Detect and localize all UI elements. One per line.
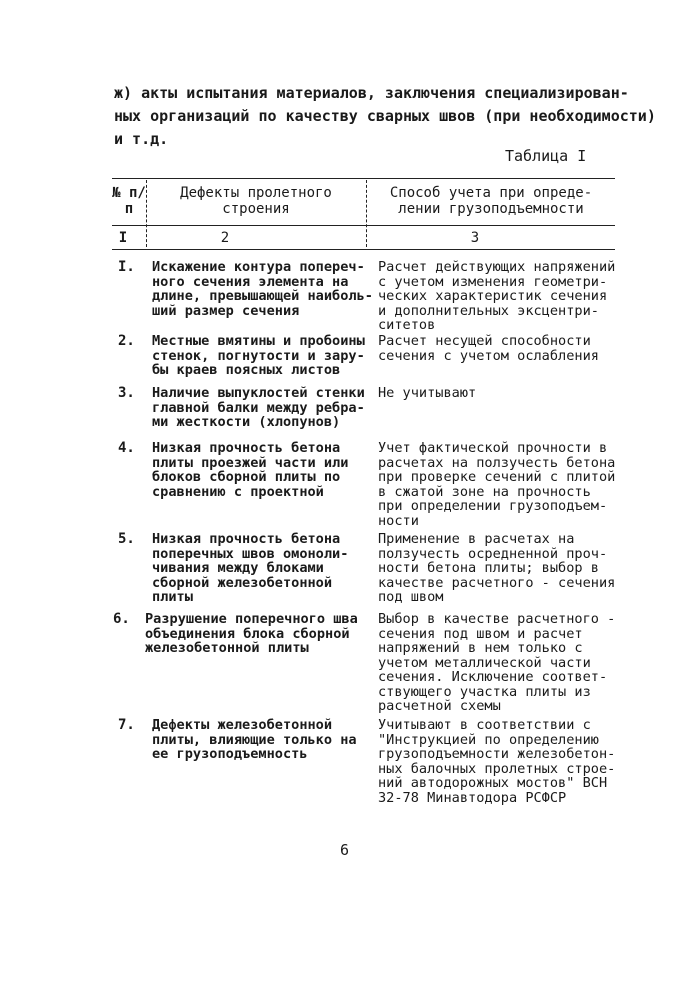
header-num: № п/п (112, 185, 146, 217)
method-text: Расчет несущей способности сечения с учетом ослабления (378, 333, 599, 364)
defect-text: Разрушение поперечного шва объединения блока сборной железобетонной плиты (145, 611, 358, 656)
table-header-rule (112, 225, 615, 226)
intro-line: и т.д. (114, 130, 169, 148)
page-number: 6 (340, 841, 350, 859)
method-text: Учет фактической прочности в расчетах на ползучесть бетона при проверке сечений с плитой в сжатой зоне на прочность при определении грузоподъем- ности (378, 440, 616, 529)
row-number: 7. (118, 717, 135, 733)
method-text: Не учитывают (378, 385, 477, 401)
table-top-rule (112, 178, 615, 179)
row-number: I. (118, 259, 135, 275)
table-colnum-rule (112, 249, 615, 250)
row-number: 4. (118, 440, 135, 456)
column-divider (146, 180, 147, 247)
method-text: Учитывают в соответствии с "Инструкцией по определению грузоподъемности железобетон- ных балочных пролетных строе- ний автодорожных мостов" ВСН 32-78 Минавтодора РСФСР (378, 717, 616, 806)
table-caption: Таблица I (505, 147, 587, 165)
column-number: I (118, 230, 128, 246)
defect-text: Местные вмятины и пробоины стенок, погнутости и зару- бы краев поясных листов (152, 333, 365, 378)
header-method: Способ учета при опреде- лении грузоподъемности (389, 185, 593, 217)
method-text: Расчет действующих напряжений с учетом изменения геометри- ческих характеристик сечения и дополнительных эксцентри- ситетов (378, 259, 616, 333)
defect-text: Низкая прочность бетона плиты проезжей части или блоков сборной плиты по сравнению с проектной (152, 440, 349, 500)
method-text: Выбор в качестве расчетного - сечения под швом и расчет напряжений в нем только с учетом металлической части сечения. Исключение соответ- ствующего участка плиты из расчетной схемы (378, 611, 616, 714)
column-divider (366, 180, 367, 247)
row-number: 6. (113, 611, 130, 627)
intro-line: ж) акты испытания материалов, заключения специализирован- (114, 84, 629, 102)
defect-text: Искажение контура попереч- ного сечения элемента на длине, превышающей наиболь- ший размер сечения (152, 259, 373, 319)
row-number: 5. (118, 531, 135, 547)
defect-text: Низкая прочность бетона поперечных швов омоноли- чивания между блоками сборной железобетонной плиты (152, 531, 349, 605)
defect-text: Наличие выпуклостей стенки главной балки между ребра- ми жесткости (хлопунов) (152, 385, 365, 430)
method-text: Применение в расчетах на ползучесть осредненной проч- ности бетона плиты; выбор в качестве расчетного - сечения под швом (378, 531, 616, 605)
defect-text: Дефекты железобетонной плиты, влияющие только на ее грузоподъемность (152, 717, 357, 762)
column-number: 2 (220, 230, 230, 246)
row-number: 3. (118, 385, 135, 401)
header-defects: Дефекты пролетного строения (180, 185, 332, 217)
intro-line: ных организаций по качеству сварных швов (при необходимости) (114, 107, 656, 125)
intro-paragraph (114, 82, 656, 151)
row-number: 2. (118, 333, 135, 349)
column-number: 3 (470, 230, 480, 246)
